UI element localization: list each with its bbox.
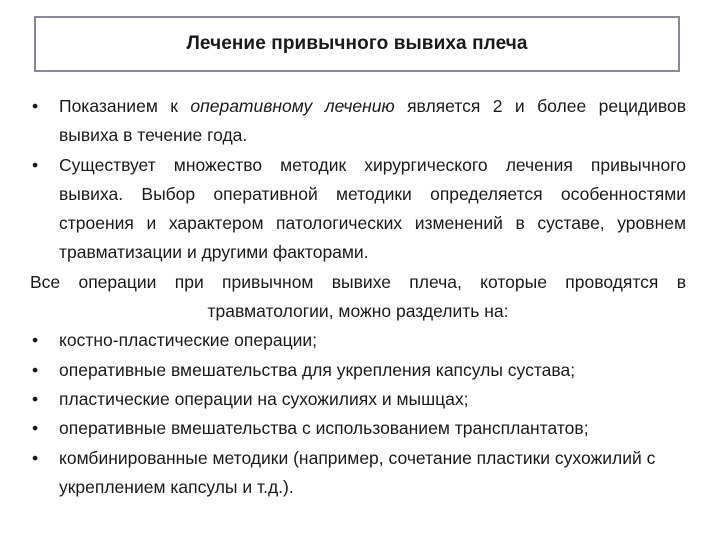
- operations-paragraph-line1: Все операции при привычном вывихе плеча, которые проводятся в: [30, 271, 686, 292]
- list-item-bone-plastic: • костно-пластические операции;: [30, 326, 686, 355]
- bullet-indication-text-before: Показанием к: [59, 96, 191, 116]
- list-item-capsule: • оперативные вмешательства для укрепления капсулы сустава;: [30, 356, 686, 385]
- bullet-indication-text-after: является 2 и более рецидивов вывиха в течение года.: [59, 96, 686, 146]
- bullet-methods: • Существует множество методик хирургического лечения привычного вывиха. Выбор оперативной методики определяется особенностями строения и характером патологических изменений в суставе, уровнем травматизации и другими факторами.: [30, 151, 686, 268]
- slide-content: [30, 92, 686, 502]
- page-title: Лечение привычного вывиха плеча: [186, 33, 528, 54]
- list-item-tendons: • пластические операции на сухожилиях и мышцах;: [30, 385, 686, 414]
- title-box: [34, 16, 680, 72]
- list-item-combined: • комбинированные методики (например, сочетание пластики сухожилий с укреплением капсулы и т.д.).: [30, 444, 686, 503]
- operations-paragraph-line2: травматологии, можно разделить на:: [207, 301, 509, 322]
- bullet-indication-emphasis: оперативному лечению: [190, 96, 395, 116]
- list-item-transplants: • оперативные вмешательства с использованием трансплантатов;: [30, 414, 686, 443]
- bullet-indication: [30, 92, 686, 151]
- operations-paragraph: [30, 268, 686, 327]
